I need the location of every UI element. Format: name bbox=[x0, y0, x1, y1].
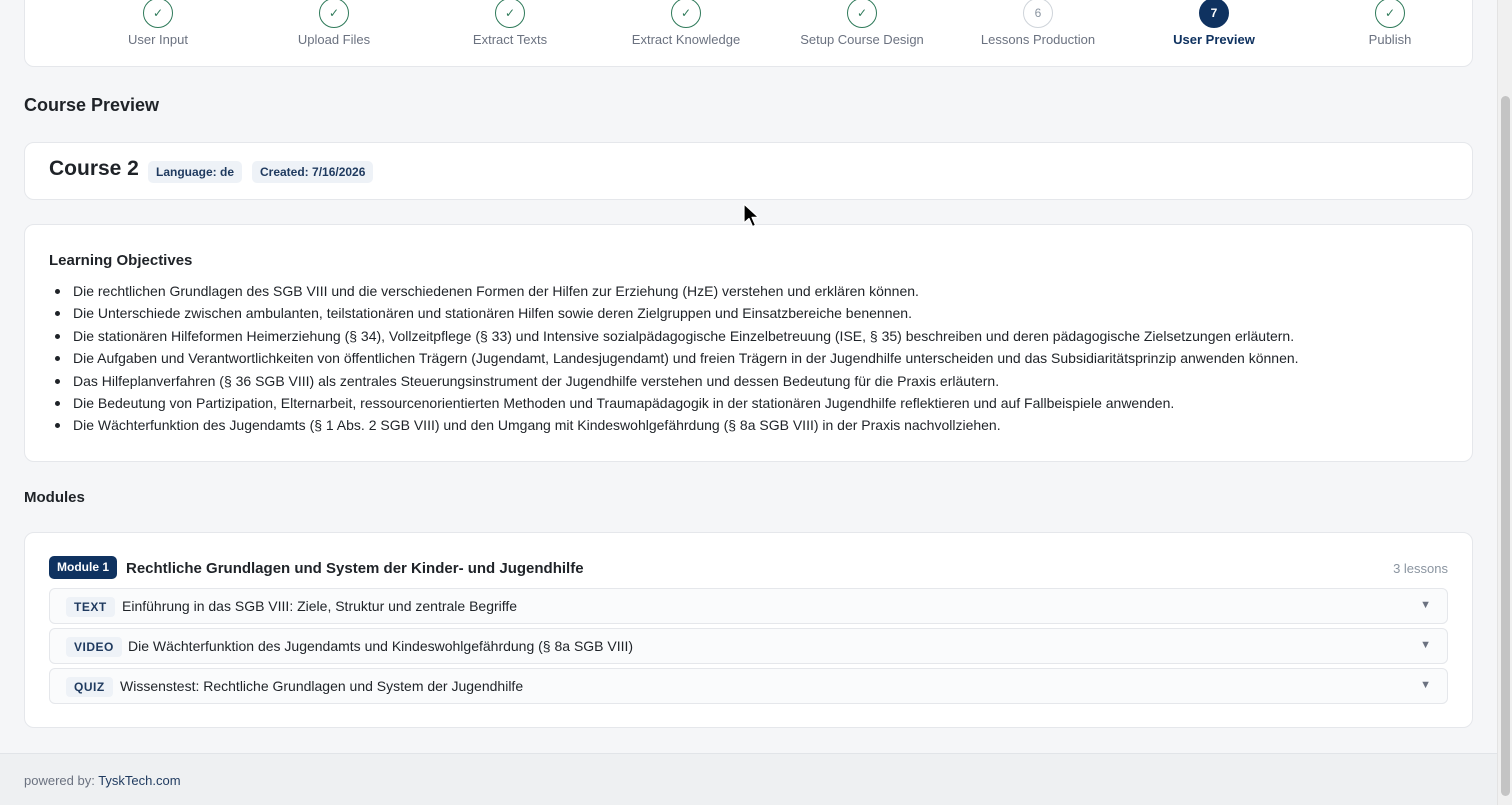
chevron-down-icon[interactable]: ▼ bbox=[1420, 639, 1431, 651]
objective-item: Die stationären Hilfeformen Heimerziehung (§ 34), Vollzeitpflege (§ 33) und Intensive sozialpädagogische Einzelbetreuung (ISE, § 35) beschreiben und deren pädagogische Zielsetzungen erläutern. bbox=[73, 325, 1299, 347]
lesson-type-badge: VIDEO bbox=[66, 637, 122, 657]
lesson-title: Die Wächterfunktion des Jugendamts und Kindeswohlgefährdung (§ 8a SGB VIII) bbox=[128, 638, 634, 654]
footer bbox=[0, 753, 1497, 805]
learning-objectives-heading: Learning Objectives bbox=[49, 252, 193, 269]
step-label: Publish bbox=[1368, 32, 1412, 47]
modules-heading: Modules bbox=[24, 489, 85, 506]
objective-item: Die Bedeutung von Partizipation, Elternarbeit, ressourcenorientierten Methoden und Traumapädagogik in der stationären Jugendhilfe reflektieren und auf Fallbeispiele anwenden. bbox=[73, 392, 1299, 414]
created-date-badge: Created: 7/16/2026 bbox=[252, 161, 373, 183]
course-header-card bbox=[24, 142, 1473, 200]
lesson-item-text[interactable] bbox=[49, 588, 1448, 624]
objective-item: Das Hilfeplanverfahren (§ 36 SGB VIII) als zentrales Steuerungsinstrument der Jugendhilfe verstehen und dessen Bedeutung für die Praxis erläutern. bbox=[73, 370, 1299, 392]
chevron-down-icon[interactable]: ▼ bbox=[1420, 599, 1431, 611]
learning-objectives-list bbox=[73, 280, 1299, 437]
step-label: Extract Texts bbox=[472, 32, 548, 47]
lesson-item-video[interactable] bbox=[49, 628, 1448, 664]
check-icon: ✓ bbox=[671, 0, 701, 28]
check-icon: ✓ bbox=[143, 0, 173, 28]
check-icon: ✓ bbox=[847, 0, 877, 28]
learning-objectives-card bbox=[24, 224, 1473, 462]
module-card bbox=[24, 532, 1473, 728]
chevron-down-icon[interactable]: ▼ bbox=[1420, 679, 1431, 691]
step-label: Upload Files bbox=[297, 32, 371, 47]
page-title: Course Preview bbox=[24, 95, 160, 115]
language-badge: Language: de bbox=[148, 161, 242, 183]
footer-link[interactable]: TyskTech.com bbox=[98, 773, 181, 788]
objective-item: Die rechtlichen Grundlagen des SGB VIII und die verschiedenen Formen der Hilfen zur Erziehung (HzE) verstehen und erklären können. bbox=[73, 280, 1299, 302]
check-icon: ✓ bbox=[495, 0, 525, 28]
objective-item: Die Aufgaben und Verantwortlichkeiten von öffentlichen Trägern (Jugendamt, Landesjugendamt) und freien Trägern in der Jugendhilfe unterscheiden und das Subsidiaritätsprinzip anwenden können. bbox=[73, 347, 1299, 369]
progress-stepper bbox=[24, 0, 1473, 67]
step-label: User Preview bbox=[1173, 32, 1255, 47]
lesson-type-badge: QUIZ bbox=[66, 677, 113, 697]
mouse-cursor-icon bbox=[743, 203, 761, 229]
scrollbar[interactable] bbox=[1497, 0, 1512, 805]
step-number: 6 bbox=[1023, 0, 1053, 28]
module-badge: Module 1 bbox=[49, 556, 117, 579]
check-icon: ✓ bbox=[319, 0, 349, 28]
footer-text bbox=[24, 773, 181, 788]
step-label: User Input bbox=[128, 32, 188, 47]
lesson-count: 3 lessons bbox=[1393, 561, 1448, 576]
step-label: Lessons Production bbox=[980, 32, 1096, 47]
step-number: 7 bbox=[1199, 0, 1229, 28]
scrollbar-thumb[interactable] bbox=[1501, 96, 1510, 796]
course-name: Course 2 bbox=[49, 157, 139, 180]
step-label: Extract Knowledge bbox=[631, 32, 741, 47]
objective-item: Die Unterschiede zwischen ambulanten, teilstationären und stationären Hilfen sowie deren Zielgruppen und Einsatzbereiche benennen. bbox=[73, 302, 1299, 324]
objective-item: Die Wächterfunktion des Jugendamts (§ 1 Abs. 2 SGB VIII) und den Umgang mit Kindeswohlgefährdung (§ 8a SGB VIII) in der Praxis nachvollziehen. bbox=[73, 414, 1299, 436]
step-label: Setup Course Design bbox=[800, 32, 924, 47]
module-title: Rechtliche Grundlagen und System der Kinder- und Jugendhilfe bbox=[126, 560, 584, 577]
lesson-item-quiz[interactable] bbox=[49, 668, 1448, 704]
lesson-title: Einführung in das SGB VIII: Ziele, Struktur und zentrale Begriffe bbox=[122, 598, 518, 614]
lesson-type-badge: TEXT bbox=[66, 597, 115, 617]
footer-prefix: powered by: bbox=[24, 773, 99, 788]
check-icon: ✓ bbox=[1375, 0, 1405, 28]
lesson-title: Wissenstest: Rechtliche Grundlagen und System der Jugendhilfe bbox=[120, 678, 524, 694]
